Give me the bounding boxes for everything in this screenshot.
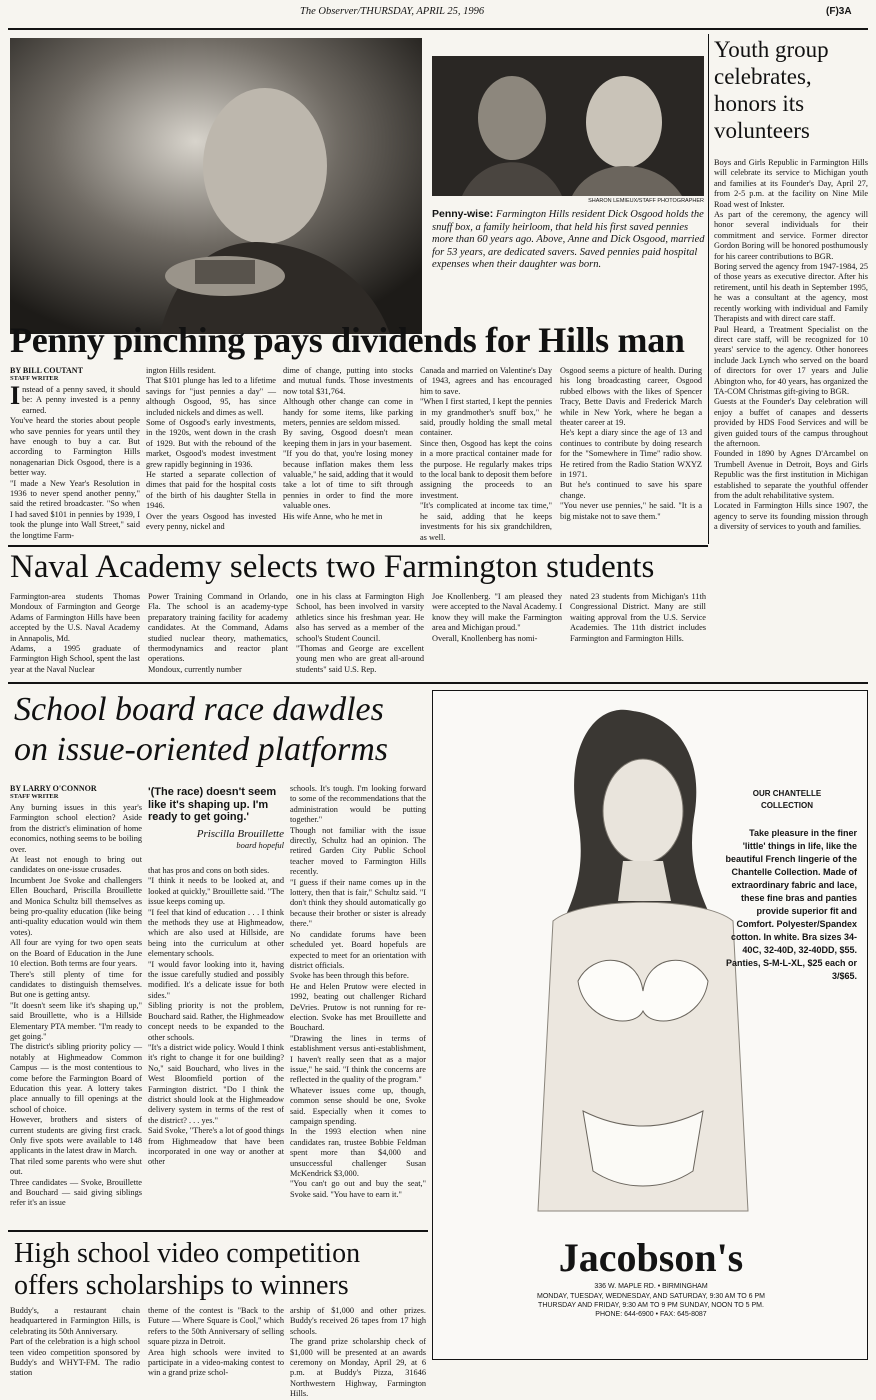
- ad-collection-line-1: OUR CHANTELLE: [752, 789, 822, 798]
- penny-col-4: Canada and married on Valentine's Day of 1943, agrees and has encouraged him to save. "When I first started, I kept the pennies in my grandmother's snuff box," he said, proudly holding the small metal container. Since then, Osgood has kept the coins in a more practical container made for the purpose. He regularly makes trips to the local bank to deposit them before assigning the proceeds to an investment. "It's complicated at income tax time," he said, adding that he keeps investments for his six grandchildren, as well.: [420, 366, 552, 542]
- ad-hours-1: MONDAY, TUESDAY, WEDNESDAY, AND SATURDAY, 9:30 AM TO 6 PM: [537, 1293, 765, 1300]
- caption-text: Farmington Hills resident Dick Osgood holds the snuff box, a family heirloom, that held his first saved pennies more than 60 years ago. Above, Anne and Dick Osgood, married for 53 years, are dedicated savers. Saved pennies paid hospital expenses when their daughter was born.: [432, 209, 705, 271]
- penny-col-1: [10, 366, 140, 540]
- video-col-3: arship of $1,000 and other prizes. Buddy's received 26 tapes from 17 high schools. The grand prize scholarship check of $1,000 will be presented at an awards ceremony on Monday, April 29, at 6 p.m. at Buddy's Pizza, 31646 Northwestern Highway, Farmington Hills.: [290, 1306, 426, 1399]
- youth-text: Boys and Girls Republic in Farmington Hills will celebrate its service to Michigan youth and families at its Founder's Day, April 27, from 2-5 p.m. at the facility on Nine Mile Road west of Inkster. As part of the ceremony, the agency will honor several individuals for their commitment and service. Former director Gordon Boring will be honored posthumously for his career contributions to BGR. Boring served the agency from 1947-1984, 25 of those years as executive director. After his retirement, until his death in September 1995, he was a consultant at the agency, most recently working with individual and Family Therapists and with direct care staff. Paul Heard, a Treatment Specialist on the direct care staff, will be recognized for 10 years' service to the agency. Other honorees include Jack Lynch who served on the board of directors for over 17 years and Julie Abington who, for 40 years, has organized the TA-COM Christmas gift-giving to BGR. Guests at the Founder's Day celebration will enjoy a buffet of canapes and desserts provided by HDS Food Services and will be given guided tours of the campus throughout the afternoon. Founded in 1890 by Agnes D'Arcambel on Trumbell Avenue in Detroit, Boys and Girls Republic was the first institution in Michigan established to separate the youthful offender from the adult rehabilitative system. Located in Farmington Hills since 1907, the agency to serve its founding mission through a diversity of services to youth and families.: [714, 158, 868, 532]
- school-col-2: that has pros and cons on both sides. "I think it needs to be looked at, and looked at quickly," Brouillette said. "The issue keeps coming up. "I feel that kind of education . . . I think the methods they use at Highmeadow, which are also used at Hillside, are being into the curriculum at other elementary schools. "I would favor looking into it, having the issue carefully studied and possibly modified. It's a delicate issue for both sides." Sibling priority is not the problem, Bouchard said. Rather, the Highmeadow concept needs to be expanded to the other schools. "It's a district wide policy. Would I think it's right to change it for one building? No," said Bouchard, who lives in the West Bloomfield portion of the Farmington district. "Do I think the district should look at the Highmeadow delivery system in terms of the rest of the district? . . . yes." Said Svoke, "There's a lot of good things from Highmeadow that have been incorporated in one way or another at other: [148, 866, 284, 1167]
- ad-phone: PHONE: 644-6900 • FAX: 645-8087: [595, 1311, 707, 1318]
- school-byline-title: STAFF WRITER: [10, 793, 59, 800]
- masthead-rule: [8, 28, 868, 30]
- penny-col-5: Osgood seems a picture of health. During his long broadcasting career, Osgood rubbed elbows with the likes of Spencer Tracy, Bette Davis and Frederick March while in New York, where he began a theater career at 19. He's kept a diary since the age of 13 and continues to contribute by doing research for the "Somewhere in Time" radio show. He retired from the Radio Station WXYZ in 1971. But he's continued to save his spare change. "You never use pennies," he said. "It is a big mistake not to save them.": [560, 366, 702, 521]
- penny-col-1-text: nstead of a penny saved, it should be: A penny invested is a penny earned. You've heard the stories about people who save pennies for years until they have enough to buy a car. But according to Farmington Hills nonagenarian Dick Osgood, there is a better way. "I made a New Year's Resolution in 1936 to never spend another penny," said the retired broadcaster. "So when I had saved $101 in pennies by 1939, I took the plunge into Wall Street," said the longtime Farm-: [10, 385, 140, 540]
- video-headline-2: offers scholarships to winners: [14, 1270, 349, 1301]
- school-col-3: schools. It's tough. I'm looking forward to some of the recommendations that the administration would be putting together." Though not familiar with the issue directly, Schultz had an opinion. The retired Garden City Public School teacher moved to Farmington Hills recently. "I guess if their name comes up in the lottery, then that is fair," Schultz said. "I don't think they should automatically go because their brother or sister is already there." No candidate forums have been scheduled yet. Board hopefuls are expected to meet for an orientation with district officials. Svoke has been through this before. He and Helen Prutow were elected in 1992, beating out challenger Richard DeVries. Prutow is not running for re-election. Svoke has met Brouillette and Bouchard. "Drawing the lines in terms of establishment versus anti-establishment, I haven't really seen that as a major issue," he said. "I think the concerns are reflected in the quality of the program." Whatever issues come up, though, common sense should be one, Svoke said. Especially when it comes to campaign spending. In the 1993 election when nine candidates ran, trustee Bobbie Feldman spent more than $4,000 and unsuccessful challenger Susan McKendrick $3,000. "You can't go out and buy the seat," Svoke said. "You have to earn it.": [290, 784, 426, 1199]
- right-rail-divider: [708, 34, 709, 544]
- school-col-1: [10, 784, 142, 1226]
- ad-brand-logo: Jacobson's: [558, 1235, 744, 1280]
- naval-col-4: Joe Knollenberg. "I am pleased they were accepted to the Naval Academy. I know they will make the Farmington area and Michigan proud." Overall, Knollenberg has nomi-: [432, 592, 562, 643]
- video-col-1: Buddy's, a restaurant chain headquartered in Farmington Hills, is celebrating its 50th Anniversary. Part of the celebration is a high school teen video competition sponsored by Buddy's and WHYT-FM. The radio station: [10, 1306, 140, 1378]
- ad-hours-2: THURSDAY AND FRIDAY, 9:30 AM TO 9 PM SUNDAY, NOON TO 5 PM.: [538, 1302, 764, 1309]
- masthead-date: The Observer/THURSDAY, APRIL 25, 1996: [300, 6, 485, 17]
- school-pullquote: [148, 786, 284, 862]
- video-rule: [8, 1230, 428, 1232]
- penny-headline: Penny pinching pays dividends for Hills man: [10, 320, 685, 360]
- jacobsons-ad: [432, 690, 868, 1360]
- pullquote-role: board hopeful: [236, 839, 284, 850]
- naval-col-1: Farmington-area students Thomas Mondoux of Farmington and George Adams of Farmington Hills have been accepted by the U.S. Naval Academy in Annapolis, Md. Adams, a 1995 graduate of Farmington High School, spent the last year at the Naval Nuclear: [10, 592, 140, 674]
- naval-col-5: nated 23 students from Michigan's 11th Congressional District. Many are still waiting approval from the U.S. Service Academies. The 11th district includes Farmington and Farmington Hills.: [570, 592, 706, 643]
- pullquote-text: '(The race) doesn't seem like it's shaping up. I'm ready to get going.': [148, 786, 277, 823]
- penny-byline-title: STAFF WRITER: [10, 375, 59, 382]
- video-headline-1: High school video competition: [14, 1238, 361, 1269]
- penny-byline: BY BILL COUTANT: [10, 366, 83, 375]
- video-col-2: theme of the contest is "Back to the Future — Where Square is Cool," which refers to the 50th Anniversary of selling square pizza in Detroit. Area high schools were invited to participate in a video-making contest to win a grand prize schol-: [148, 1306, 284, 1378]
- school-byline: BY LARRY O'CONNOR: [10, 784, 97, 793]
- penny-dropcap: I: [10, 381, 21, 410]
- photo-caption: [432, 208, 708, 272]
- penny-col-3: dime of change, putting into stocks and mutual funds. Those investments now total $31,764. Although other change can come in handy for some items, like parking meters, pennies are seldom missed. By saving, Osgood doesn't mean keeping them in jars in your basement. "If you do that, you're losing money because inflation makes them less valuable," he said, adding that it would take a lot of time to sift through pennies in order to find the more valuable ones. His wife Anne, who he met in: [283, 366, 413, 521]
- naval-headline: Naval Academy selects two Farmington students: [10, 549, 655, 585]
- school-rule: [8, 682, 868, 684]
- photo-osgood-snuffbox: [10, 38, 422, 334]
- penny-col-2: ington Hills resident. That $101 plunge has led to a lifetime savings for "just pennies a day" — although Osgood, 95, has since included nickels and dimes as well. Some of Osgood's early investments, in the 1920s, went down in the crash of 1929. But with the rebound of the market, Osgood's modest investment grew rapidly beginning in 1936. He started a separate collection of dimes that paid for the hospital costs of the birth of his daughter Stella in 1946. Over the years Osgood has invested every penny, nickel and: [146, 366, 276, 532]
- ad-copy: Take pleasure in the finer 'little' things in life, like the beautiful French lingerie of the Chantelle Collection. Made of extraordinary fabric and lace, these fine bras and panties provide superior fit and Comfort. Polyester/Spandex cotton. In white. Bra sizes 34-40C, 32-40D, 32-40DD, $55. Panties, S-M-L-XL, $25 each or 3/$65.: [725, 828, 857, 981]
- youth-headline: Youth group celebrates, honors its volunteers: [714, 37, 829, 143]
- ad-address: 336 W. MAPLE RD. • BIRMINGHAM: [594, 1283, 708, 1290]
- school-headline-1: School board race dawdles: [14, 691, 384, 728]
- photo-anne-dick-osgood: [432, 56, 704, 196]
- naval-col-3: one in his class at Farmington High School, has been involved in varsity athletics since his freshman year. He also has served as a member of the school's Student Council. "Thomas and George are excellent young men who are great all-around students" said U.S. Rep.: [296, 592, 424, 674]
- naval-col-2: Power Training Command in Orlando, Fla. The school is an academy-type preparatory training facility for academy candidates. At the Command, Adams studied nuclear theory, mathematics, thermodynamics and reactor plant operations. Mondoux, currently number: [148, 592, 288, 674]
- page-number: (F)3A: [826, 6, 852, 17]
- school-headline-2: on issue-oriented platforms: [14, 731, 388, 768]
- ad-collection-line-2: COLLECTION: [761, 801, 813, 810]
- caption-lead: Penny-wise:: [432, 208, 494, 220]
- school-col-1-text: Any burning issues in this year's Farmington school election? Aside from the district's elimination of home economics, nothing seems to be boiling over. At least not enough to bring out candidates on one-issue crusades. Incumbent Joe Svoke and challengers Ellen Bouchard, Priscilla Brouillette and Monica Schultz bill themselves as being pro-quality education (like being anti-quality education would win them votes). All four are vying for two open seats on the Board of Education in the June 10 election. Both terms are four years. There's still plenty of time for candidates to distinguish themselves. But one is getting antsy. "It doesn't seem like it's shaping up," said Brouillette, who is a Hillside Elementary PTA member. "I'm ready to get going." The district's sibling priority policy — notably at Highmeadow Common Campus — is the most contentious to come before the Farmington Board of Education this year. A lottery takes place annually to fill openings at the school of choice. However, brothers and sisters of current students are giving first crack. Only five spots were available to 148 applicants in the latest draw in March. That riled some parents who were shut out. Three candidates — Svoke, Brouillette and Bouchard — said giving siblings refer it's an issue: [10, 803, 142, 1208]
- photo-credit: SHARON LEMIEUX/STAFF PHOTOGRAPHER: [588, 198, 704, 204]
- pullquote-name: Priscilla Brouillette: [196, 827, 284, 840]
